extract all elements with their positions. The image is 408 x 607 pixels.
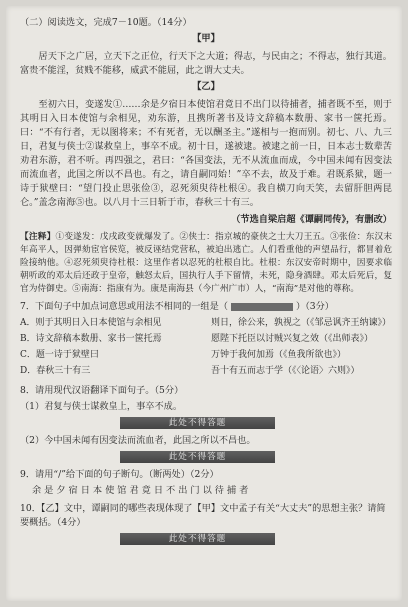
q7-option-c-ref: 万钟于我何加焉（《鱼我所欲也》） <box>211 350 347 360</box>
exam-sheet <box>6 6 402 601</box>
q7-option-c: C．题一诗于狱壁曰 <box>20 350 99 360</box>
q7-stem-pre: 7．下面句子中加点词意思或用法不相同的一组是（ <box>20 301 228 312</box>
q7-option-a-ref: 则日，徐公来，孰视之（《邹忌讽齐王纳谏》） <box>211 318 392 328</box>
passage-b-source: （节选自梁启超《谭嗣同传》，有删改） <box>231 214 392 225</box>
question-7 <box>20 300 392 314</box>
q7-option-b-ref: 愿陛下托臣以讨贼兴复之效（《出师表》） <box>211 334 374 344</box>
q7-option-b: B．诗文辞稿本数册、家书一箧托焉 <box>20 334 162 344</box>
notes <box>20 231 392 296</box>
passage-a-text: 居天下之广居，立天下之正位，行天下之大道；得志，与民由之；不得志，独行其道。富贵不能淫，贫贱不能移，威武不能屈，此之谓大丈夫。 <box>20 51 392 76</box>
question-9: 9．请用“/”给下面的句子断句。（断两处）（2分） <box>20 469 219 480</box>
answer-area[interactable]: 此处不得答题 <box>120 417 275 429</box>
notes-text: ①变遂发：戊戌政变就爆发了。②侠士：指京城的豪侠之士大刀王五。③张俭：东汉末年高平人，因弹劾宦官侯览，被反诬结党营私，被迫出逃亡。人们看重他的声望品行，都冒着危险接纳他。④忍死须臾待杜根：这里作者以忍死的杜根自比。杜根：东汉安帝时期中，因要求临朝听政的邓太后还政于皇帝，触怒太后，国执行人手下留情，未死，隐身酒肆。邓太后死后，复官为侍御史。⑤南海：指康有为。康是南海县（今广州广市）人，“南海”是对他的尊称。 <box>20 232 393 294</box>
q8-sentence-1: （1）君复与侠士谋救皇上，事卒不成。 <box>20 401 183 412</box>
question-8: 8．请用现代汉语翻译下面句子。（5分） <box>20 385 184 396</box>
q7-stem-post: ）（3分） <box>295 301 334 312</box>
passage-b-label: 【乙】 <box>192 81 220 92</box>
q7-option-d-ref: 吾十有五而志于学（《〈论语〉六则》） <box>211 366 360 376</box>
section-header: （二）阅读选文，完成7－10题。（14分） <box>20 17 192 28</box>
q7-option-d: D．春秋三十有三 <box>20 366 91 376</box>
answer-box[interactable] <box>231 303 293 311</box>
notes-label: 【注释】 <box>20 232 56 242</box>
q7-options <box>20 316 392 380</box>
passage-a-label: 【甲】 <box>192 33 220 44</box>
answer-area[interactable]: 此处不得答题 <box>120 533 275 545</box>
q9-sentence: 余是夕宿日本使馆君竟日不出门以待捕者 <box>32 485 252 496</box>
question-10: 10．【乙】文中，谭嗣同的哪些表现体现了【甲】文中孟子有关“大丈夫”的思想主张？请简要概括。（4分） <box>20 503 386 528</box>
reading-section <box>20 16 392 550</box>
q7-option-a: A．则于其明日入日本使馆与余相见 <box>20 318 162 328</box>
q8-sentence-2: （2）今中国未闻有因变法而流血者，此国之所以不昌也。 <box>20 435 256 446</box>
answer-area[interactable]: 此处不得答题 <box>120 451 275 463</box>
passage-b-text: 至初六日，变遂发①……余是夕宿日本使馆君竟日不出门以待捕者，捕者既不至，则于其明日入日本使馆与余相见，劝东游，且携所著书及诗文辞稿本数册、家书一箧托焉。曰：“不有行者，无以图将来；不有死者，无以酬圣主。”遂相与一抱而别。初七、八、九三日，君复与侠士②谋救皇上，事卒不成。初十日，遂被逮。被逮之前一日，日本志士数辈苦劝君东游，君不听。再四强之，君曰：“各国变法，无不从流血而成，今中国未闻有因变法而流血者，此国之所以不昌也。有之，请自嗣同始！”卒不去，故及于难。君既系狱，题一诗于狱壁曰：“望门投止思张俭③，忍死须臾待杜根④。我自横刀向天笑，去留肝胆两昆仑。”盖念南海⑤也。以八月十三日斩于市，春秋三十有三。 <box>20 99 392 208</box>
